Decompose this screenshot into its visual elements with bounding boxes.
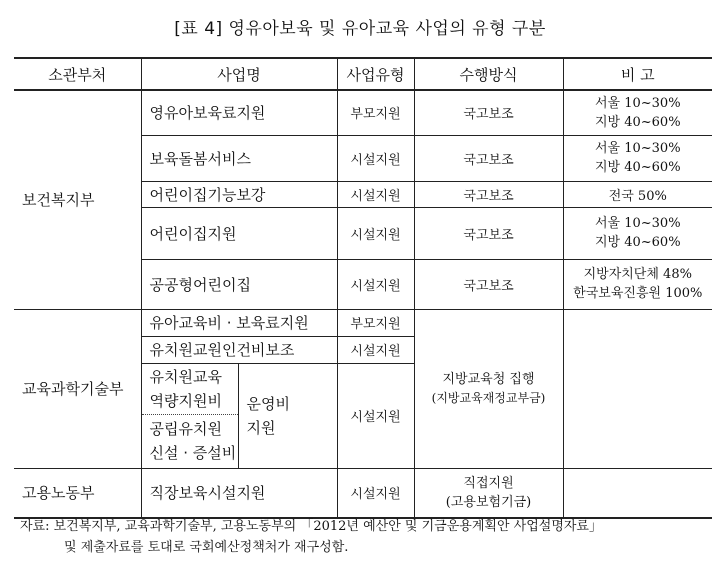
program-type: 시설지원 [337,259,414,309]
program-name: 유치원교원인건비보조 [141,336,337,363]
program-type: 시설지원 [337,135,414,181]
program-method: 국고보조 [414,259,563,309]
program-type: 시설지원 [337,181,414,207]
table-header-row [14,58,712,90]
program-name: 영유아보육료지원 [141,90,337,135]
program-method: 국고보조 [414,135,563,181]
program-type: 시설지원 [337,207,414,259]
header-type: 사업유형 [337,58,414,90]
program-remark: 서울 10~30% 지방 40~60% [563,90,712,135]
program-name: 유아교육비 · 보육료지원 [141,309,337,336]
program-name: 어린이집지원 [141,207,337,259]
source-note-line2: 및 제출자료를 토대로 국회예산정책처가 재구성함. [64,540,349,555]
program-type: 부모지원 [337,309,414,336]
header-method: 수행방식 [414,58,563,90]
table-row [14,309,712,336]
program-method: 직접지원 (고용보험기금) [414,468,563,518]
program-method: 국고보조 [414,181,563,207]
program-name: 직장보육시설지원 [141,468,337,518]
source-note [20,516,710,558]
table-title: [표 4] 영유아보육 및 유아교육 사업의 유형 구분 [174,19,546,39]
program-name: 공립유치원 신설 · 증설비 [141,414,238,468]
table-row [14,90,712,135]
source-note-line1: 자료: 보건복지부, 교육과학기술부, 고용노동부의 「2012년 예산안 및 기금운용계획안 사업설명자료」 [20,519,602,534]
program-remark: 서울 10~30% 지방 40~60% [563,135,712,181]
program-type-table [14,57,712,519]
program-method: 국고보조 [414,90,563,135]
ministry-education: 교육과학기술부 [14,309,141,468]
ministry-labor: 고용노동부 [14,468,141,518]
program-name: 공공형어린이집 [141,259,337,309]
program-name: 유치원교육 역량지원비 [141,363,238,414]
header-ministry: 소관부처 [14,58,141,90]
program-remark [563,309,712,468]
program-type: 시설지원 [337,363,414,468]
table-row [14,468,712,518]
header-remark: 비 고 [563,58,712,90]
program-name: 어린이집기능보강 [141,181,337,207]
program-remark [563,468,712,518]
operating-cost-group: 운영비 지원 [238,363,337,468]
program-remark: 서울 10~30% 지방 40~60% [563,207,712,259]
program-name: 보육돌봄서비스 [141,135,337,181]
program-type: 시설지원 [337,336,414,363]
ministry-welfare: 보건복지부 [14,90,141,309]
program-type: 시설지원 [337,468,414,518]
program-remark: 지방자치단체 48% 한국보육진흥원 100% [563,259,712,309]
program-method: 국고보조 [414,207,563,259]
program-type: 부모지원 [337,90,414,135]
program-remark: 전국 50% [563,181,712,207]
program-method: 지방교육청 집행 (지방교육재정교부금) [414,309,563,468]
header-program: 사업명 [141,58,337,90]
